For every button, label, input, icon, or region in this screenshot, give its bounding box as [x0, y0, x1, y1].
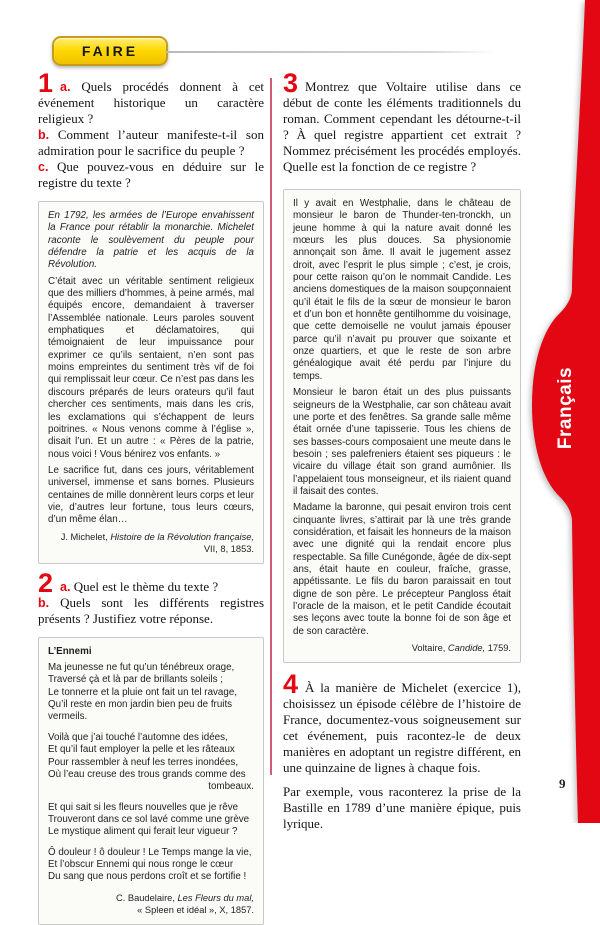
michelet-attribution — [48, 531, 254, 555]
attribution-author: Voltaire, — [411, 643, 446, 654]
attribution-work: Histoire de la Révolution française, — [110, 531, 254, 542]
question-text: À la manière de Michelet (exercice 1), choisissez un épisode célèbre de l’histoire de France, documentez-vous soigneusement sur cet événement, puis racontez-le de deux manières en adoptant un registre différent, en une quinzaine de lignes à chaque fois. — [283, 680, 521, 776]
voltaire-attribution — [293, 642, 511, 654]
poem-stanza-2 — [48, 732, 254, 794]
poem-line: Du sang que nous perdons croît et se fortifie ! — [48, 871, 247, 883]
baudelaire-poem-box — [38, 637, 264, 925]
question-text: Montrez que Voltaire utilise dans ce début de conte les éléments traditionnels du roman. Comment cependant les détourne-t-il ? À quel registre appartient cet extrait ? Nommez précisément les procédés employés. Quelle est la fonction de ce registre ? — [283, 79, 521, 174]
poem-stanza-1 — [48, 662, 254, 724]
faire-tab-label: FAIRE — [81, 43, 139, 59]
poem-line: Le mystique aliment qui ferait leur vigueur ? — [48, 826, 238, 838]
poem-line: Et l’obscur Ennemi qui nous ronge le cœur — [48, 858, 234, 870]
poem-line: Ô douleur ! ô douleur ! Le Temps mange la vie, — [48, 846, 252, 858]
michelet-quote-box — [38, 201, 264, 564]
part-label-b: b. — [38, 595, 50, 610]
exercise-1-question-c — [38, 159, 264, 191]
subject-band-label: Français — [555, 366, 576, 450]
exercise-1-number: 1 — [38, 68, 54, 98]
poem-line: Le tonnerre et la pluie ont fait un tel ravage, — [48, 686, 237, 698]
poem-title: L’Ennemi — [48, 645, 92, 657]
question-text: Par exemple, vous raconterez la prise de la Bastille en 1789 d’une manière épique, puis lyrique. — [283, 784, 521, 832]
right-column — [283, 68, 521, 832]
michelet-paragraph-2: Le sacrifice fut, dans ces jours, véritablement universel, immense et sans bornes. Plusieurs centaines de mille donnèrent leurs corps et leur vie, d’autres leur fortune, tous leurs cœurs, d’un même élan… — [48, 464, 254, 526]
exercise-2-question-b — [38, 595, 264, 627]
poem-line: Pour rassembler à neuf les terres inondées, — [48, 756, 239, 768]
poem-line: Où l’eau creuse des trous grands comme des — [48, 768, 246, 780]
question-text: Comment l’auteur manifeste-t-il son admiration pour le sacrifice du peuple ? — [38, 127, 264, 158]
exercise-2-question-a — [38, 567, 264, 598]
exercise-1-question-b — [38, 127, 264, 159]
candide-paragraph-2: Monsieur le baron était un des plus puissants seigneurs de la Westphalie, car son château avait une porte et des fenêtres. Sa grande salle même était ornée d’une tapisserie. Tous les chiens de ses basses-cours composaient une meute dans le besoin ; ses palefreniers étaient ses piqueurs : le vicaire du village était son grand aumônier. Ils l’appelaient tous monseigneur, et ils riaient quand il faisait des contes. — [293, 387, 511, 497]
exercise-4-number: 4 — [283, 669, 299, 700]
question-text: Quel est le thème du texte ? — [73, 578, 219, 594]
attribution-work: Candide, — [447, 643, 486, 654]
poem-line: Voilà que j’ai touché l’automne des idées, — [48, 731, 228, 743]
faire-tab — [52, 36, 168, 66]
page-number: 9 — [559, 776, 566, 791]
poem-line: Et qu’il faut employer la pelle et les râteaux — [48, 744, 235, 756]
exercise-4-paragraph-1 — [283, 669, 521, 776]
question-text: Quels sont les différents registres présents ? Justifiez votre réponse. — [38, 594, 264, 626]
exercise-1-question-a — [38, 68, 264, 127]
exercise-3-number: 3 — [283, 68, 299, 98]
poem-line: Ma jeunesse ne fut qu’un ténébreux orage, — [48, 662, 235, 674]
candide-paragraph-1: Il y avait en Westphalie, dans le château de monsieur le baron de Thunder-ten-tronckh, un jeune homme à qui la nature avait donné les mœurs les plus douces. Sa physionomie annonçait son âme. Il avait le jugement assez droit, avec l’esprit le plus simple ; c’est, je crois, pour cette raison qu’on le nommait Candide. Les anciens domestiques de la maison soupçonnaient qu’il était le fils de la sœur de monsieur le baron et d’un bon et honnête gentilhomme du voisinage, que cette demoiselle ne voulut jamais épouser parce qu’il n’avait pu prouver que soixante et onze quartiers, et que le reste de son arbre généalogique avait été perdu par l’injure du temps. — [293, 198, 511, 382]
left-column — [38, 68, 265, 925]
candide-quote-box — [283, 189, 521, 663]
exercise-3-question — [283, 68, 521, 175]
part-label-c: c. — [38, 160, 49, 174]
poem-stanza-4 — [48, 847, 254, 884]
poem-line: Qu’il reste en mon jardin bien peu de fruits vermeils. — [48, 699, 233, 723]
part-label-a: a. — [60, 80, 71, 94]
exercise-2-number: 2 — [38, 567, 54, 598]
exercise-4 — [283, 669, 521, 832]
column-divider — [270, 78, 272, 775]
attribution-ref: VII, 8, 1853. — [203, 543, 254, 554]
attribution-ref: « Spleen et idéal », X, 1857. — [137, 904, 254, 915]
attribution-ref: 1759. — [487, 643, 511, 654]
candide-paragraph-3: Madame la baronne, qui pesait environ trois cent cinquante livres, s’attirait par là une très grande considération, et faisait les honneurs de la maison avec une dignité qui la rendait encore plus respectable. Sa fille Cunégonde, âgée de dix-sept ans, était haute en couleur, fraîche, grasse, appétissante. Le fils du baron paraissait en tout digne de son père. Le précepteur Pangloss était l’oracle de la maison, et le petit Candide écoutait ses leçons avec toute la bonne foi de son âge et de son caractère. — [293, 502, 511, 637]
question-text: Quels procédés donnent à cet événement historique un caractère religieux ? — [38, 79, 264, 126]
part-label-a: a. — [60, 579, 71, 594]
poem-line: Traversé çà et là par de brillants soleils ; — [48, 674, 223, 686]
attribution-author: C. Baudelaire, — [116, 892, 175, 903]
michelet-intro: En 1792, les armées de l’Europe envahissent la France pour rétablir la monarchie. Michelet raconte le soulèvement du peuple pour défendre la patrie et les acquis de la Révolution. — [48, 210, 254, 271]
attribution-work: Les Fleurs du mal, — [177, 892, 254, 903]
exercise-2 — [38, 567, 264, 627]
exercise-1 — [38, 68, 265, 191]
question-text: Que pouvez-vous en déduire sur le registre du texte ? — [38, 159, 265, 190]
exercise-3 — [283, 68, 521, 175]
attribution-author: J. Michelet, — [60, 531, 108, 542]
michelet-paragraph-1: C’était avec un véritable sentiment religieux que des milliers d’hommes, à peine armés, mal équipés encore, demandaient à traverser l’Assemblée nationale. Leurs paroles souvent emphatiques et déclamatoires, qui témoignaient de leur impuissance pour exprimer ce qu’ils sentaient, n’en sont pas moins empreintes du sentiment très vif de foi qui remplissait leur cœur. Ce n’est pas dans les discours préparés de leurs orateurs qu’il faut chercher ces sentiments, mais dans les cris, les exclamations qui s’échappent de leurs poitrines. « Nous venons comme à l’église », disait l’un. Et un autre : « Pères de la patrie, nous voici ! Vous bénirez vos enfants. » — [48, 275, 254, 460]
poem-line: Trouveront dans ce sol lavé comme une grève — [48, 813, 250, 825]
baudelaire-attribution — [48, 892, 254, 916]
exercise-4-paragraph-2 — [283, 784, 521, 832]
part-label-b: b. — [38, 128, 50, 142]
poem-stanza-3 — [48, 802, 254, 839]
header-rule — [165, 51, 495, 53]
poem-line: Et qui sait si les fleurs nouvelles que je rêve — [48, 801, 239, 813]
poem-line-hanging: tombeaux. — [208, 781, 254, 793]
